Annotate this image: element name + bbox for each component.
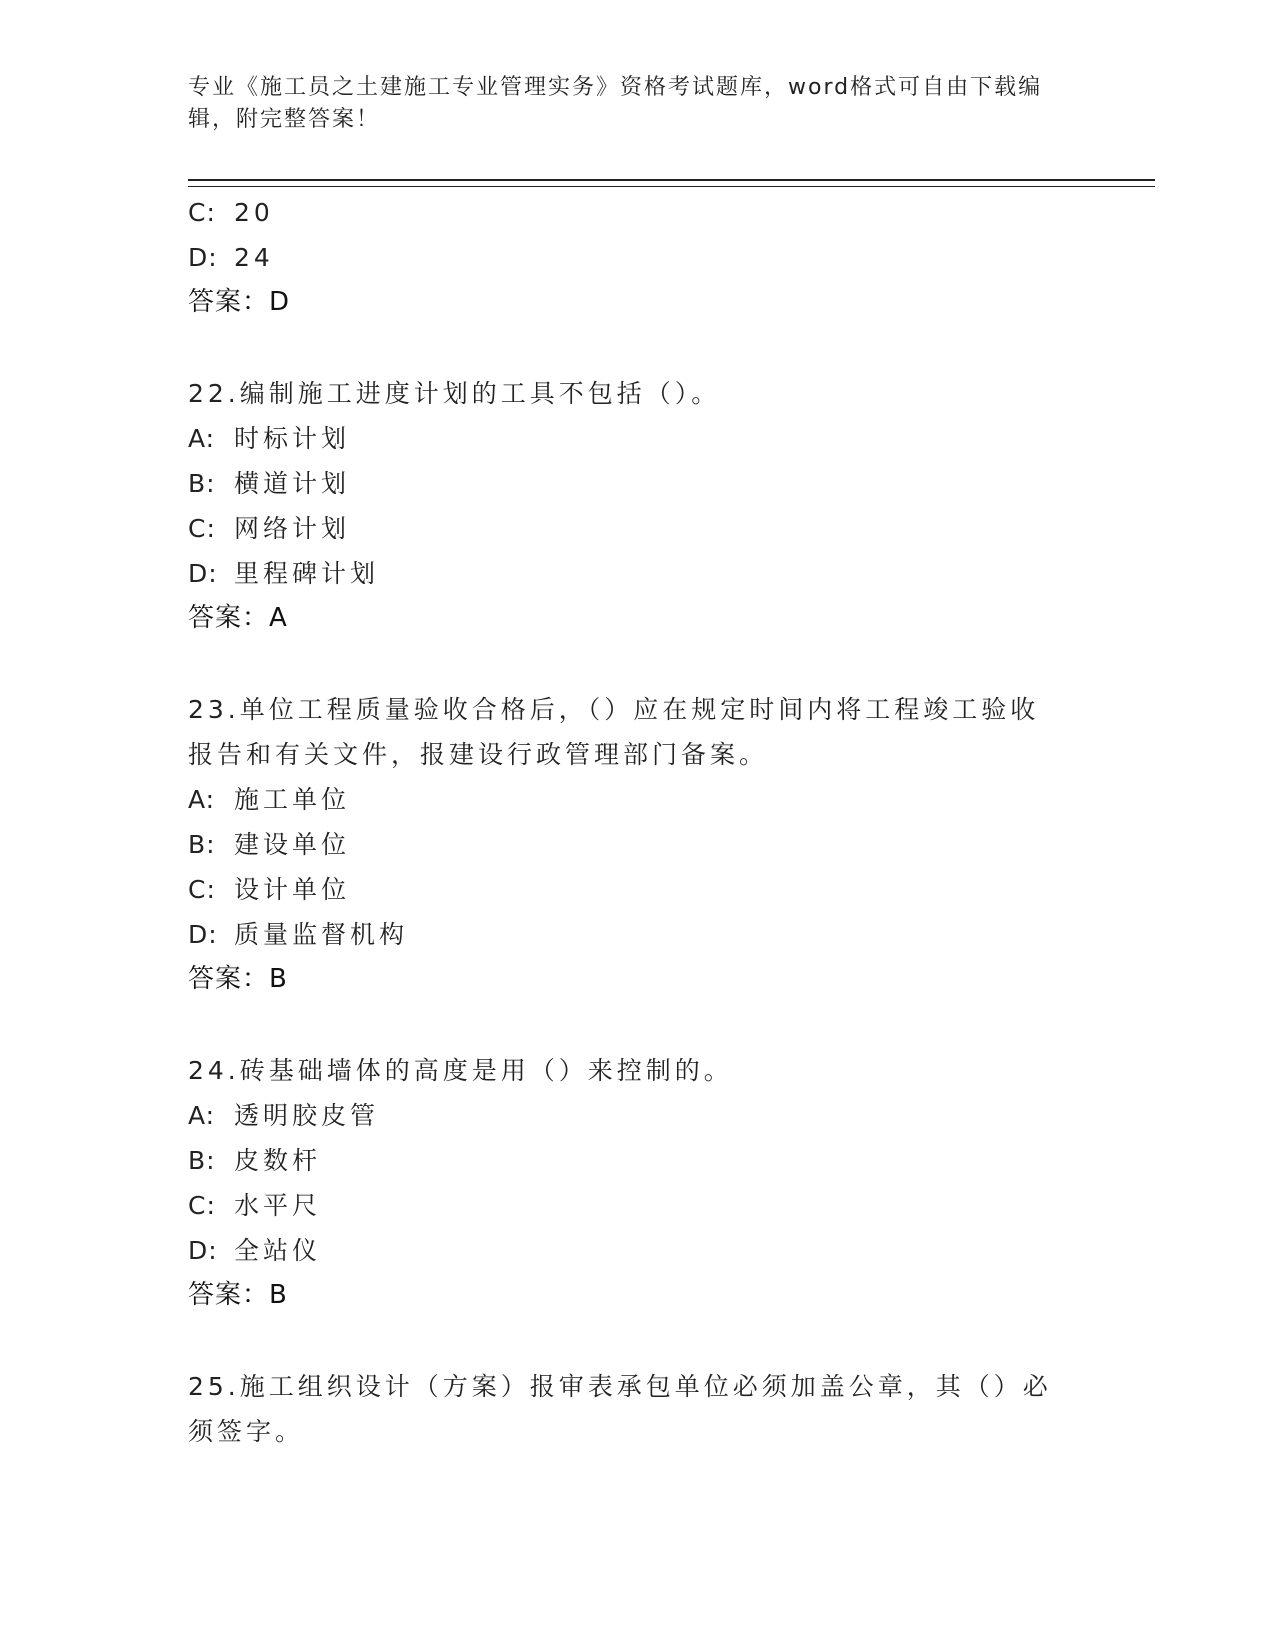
spacer bbox=[188, 641, 1088, 687]
question-stem: 23.单位工程质量验收合格后，（）应在规定时间内将工程竣工验收报告和有关文件，报建设行政管理部门备案。 bbox=[188, 695, 1040, 769]
option-b bbox=[188, 822, 1088, 867]
option-text: 时标计划 bbox=[234, 424, 351, 453]
option-text: 水平尺 bbox=[234, 1191, 322, 1220]
question-23 bbox=[188, 687, 1088, 1002]
option-letter: D: bbox=[188, 559, 218, 588]
question-25 bbox=[188, 1364, 1088, 1454]
spacer bbox=[188, 1318, 1088, 1364]
option-text: 透明胶皮管 bbox=[234, 1101, 380, 1130]
option-letter: A: bbox=[188, 424, 216, 453]
option-letter: D: bbox=[188, 1236, 218, 1265]
option-letter: A: bbox=[188, 785, 216, 814]
document-header: 专业《施工员之土建施工专业管理实务》资格考试题库，word格式可自由下载编辑，附完整答案！ bbox=[188, 75, 1043, 132]
header-divider bbox=[188, 179, 1155, 187]
option-c bbox=[188, 506, 1088, 551]
option-c bbox=[188, 1183, 1088, 1228]
option-letter: D: bbox=[188, 920, 218, 949]
option-letter: B: bbox=[188, 1146, 216, 1175]
answer: 答案：B bbox=[188, 1280, 288, 1310]
option-letter: C: bbox=[188, 514, 216, 543]
answer: 答案：D bbox=[188, 287, 291, 317]
option-text: 20 bbox=[234, 198, 274, 227]
option-a bbox=[188, 777, 1088, 822]
spacer bbox=[188, 1002, 1088, 1048]
option-text: 网络计划 bbox=[234, 514, 351, 543]
option-text: 施工单位 bbox=[234, 785, 351, 814]
option-d bbox=[188, 912, 1088, 957]
answer: 答案：A bbox=[188, 603, 288, 633]
option-text: 24 bbox=[234, 243, 274, 272]
option-text: 里程碑计划 bbox=[234, 559, 380, 588]
option-letter: C: bbox=[188, 875, 216, 904]
question-stem: 24.砖基础墙体的高度是用（）来控制的。 bbox=[188, 1056, 733, 1085]
spacer bbox=[188, 325, 1088, 371]
option-letter: A: bbox=[188, 1101, 216, 1130]
answer: 答案：B bbox=[188, 964, 288, 994]
option-letter: B: bbox=[188, 469, 216, 498]
option-text: 全站仪 bbox=[234, 1236, 322, 1265]
previous-question-options bbox=[188, 190, 1088, 325]
option-text: 设计单位 bbox=[234, 875, 351, 904]
option-c bbox=[188, 190, 1088, 235]
option-a bbox=[188, 416, 1088, 461]
option-d bbox=[188, 235, 1088, 280]
question-22 bbox=[188, 371, 1088, 641]
question-24 bbox=[188, 1048, 1088, 1318]
option-b bbox=[188, 461, 1088, 506]
option-d bbox=[188, 551, 1088, 596]
option-letter: C: bbox=[188, 1191, 216, 1220]
option-text: 横道计划 bbox=[234, 469, 351, 498]
option-d bbox=[188, 1228, 1088, 1273]
option-text: 建设单位 bbox=[234, 830, 351, 859]
document-body bbox=[188, 190, 1088, 1454]
option-letter: B: bbox=[188, 830, 216, 859]
option-a bbox=[188, 1093, 1088, 1138]
option-text: 质量监督机构 bbox=[234, 920, 409, 949]
question-stem: 22.编制施工进度计划的工具不包括（）。 bbox=[188, 379, 721, 408]
option-b bbox=[188, 1138, 1088, 1183]
option-letter: D: bbox=[188, 243, 218, 272]
option-letter: C: bbox=[188, 198, 216, 227]
question-stem: 25.施工组织设计（方案）报审表承包单位必须加盖公章，其（）必须签字。 bbox=[188, 1372, 1052, 1446]
option-c bbox=[188, 867, 1088, 912]
option-text: 皮数杆 bbox=[234, 1146, 322, 1175]
